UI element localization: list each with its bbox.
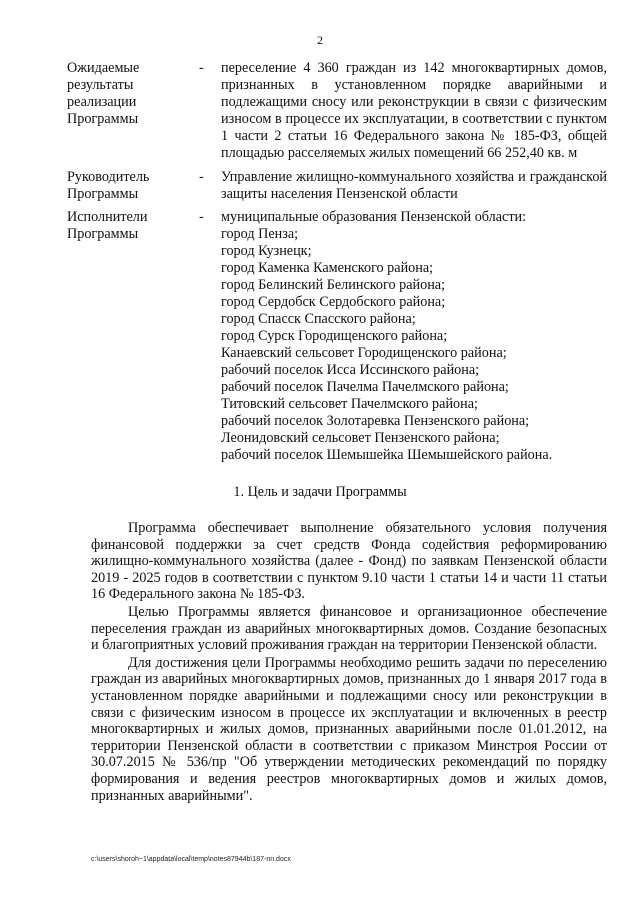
list-item: город Белинский Белинского района; — [221, 277, 446, 293]
list-item: город Каменка Каменского района; — [221, 260, 434, 276]
list-item: город Пенза; — [221, 226, 299, 242]
paragraph: Целью Программы является финансовое и организационное обеспечение переселения граждан из аварийных многоквартирных домов. Создание безопасных и благоприятных условий проживания граждан на территории Пензенской области. — [91, 603, 607, 654]
list-item: муниципальные образования Пензенской области: — [221, 209, 527, 225]
passport-dash: - — [199, 169, 204, 185]
executors-list — [221, 209, 607, 464]
page-number: 2 — [317, 33, 323, 47]
passport-label: Руководитель Программы — [67, 169, 150, 202]
passport-value: переселение 4 360 граждан из 142 многоквартирных домов, признанных в установленном порядке аварийными и подлежащими сносу или реконструкции в связи с физическим износом в процессе их эксплуатации, в соответствии с пунктом 1 части 2 статьи 16 Федерального закона № 185-ФЗ, общей площадью расселяемых жилых помещений 66 252,40 кв. м — [221, 60, 607, 161]
list-item: Канаевский сельсовет Городищенского района; — [221, 345, 507, 361]
passport-row-expected-results — [67, 60, 607, 162]
list-item: рабочий поселок Пачелма Пачелмского района; — [221, 379, 509, 395]
passport-row-head — [67, 169, 607, 203]
paragraph: Для достижения цели Программы необходимо решить задачи по переселению граждан из аварийных многоквартирных домов, признанных до 1 января 2017 года в установленном порядке аварийными и подлежащими сносу или реконструкции в связи с физическим износом в процессе их эксплуатации и включенных в реестр многоквартирных и жилых домов, признанных аварийными после 01.01.2012, на территории Пензенской области в соответствии с приказом Минстроя России от 30.07.2015 № 536/пр "Об утверждении методических рекомендаций по порядку формирования и ведения реестров многоквартирных домов и жилых домов, признанных аварийными". — [91, 654, 607, 804]
list-item: рабочий поселок Исса Иссинского района; — [221, 362, 480, 378]
list-item: город Спасск Спасского района; — [221, 311, 416, 327]
list-item: рабочий поселок Золотаревка Пензенского района; — [221, 413, 530, 429]
list-item: город Сердобск Сердобского района; — [221, 294, 446, 310]
passport-value: Управление жилищно-коммунального хозяйства и гражданской защиты населения Пензенской области — [221, 169, 607, 202]
list-item: рабочий поселок Шемышейка Шемышейского района. — [221, 447, 553, 463]
passport-label: Ожидаемые результаты реализации Программы — [67, 60, 140, 127]
list-item: город Кузнецк; — [221, 243, 312, 259]
list-item: Леонидовский сельсовет Пензенского района; — [221, 430, 500, 446]
paragraph: Программа обеспечивает выполнение обязательного условия получения финансовой поддержки за счет средств Фонда содействия реформированию жилищно-коммунального хозяйства (далее - Фонд) по заявкам Пензенской области 2019 - 2025 годов в соответствии с пунктом 9.10 части 1 статьи 14 и части 11 статьи 16 Федерального закона № 185-ФЗ. — [91, 520, 607, 603]
program-passport-table — [67, 60, 607, 464]
list-item: город Сурск Городищенского района; — [221, 328, 448, 344]
passport-label: Исполнители Программы — [67, 209, 148, 242]
list-item: Титовский сельсовет Пачелмского района; — [221, 396, 478, 412]
section-title: 1. Цель и задачи Программы — [233, 484, 407, 500]
passport-dash: - — [199, 60, 204, 76]
section-body — [91, 520, 607, 804]
footer-file-path: c:\users\shoroh~1\appdata\local\temp\notes87944b\187-nn.docx — [91, 856, 291, 863]
passport-dash: - — [199, 209, 204, 225]
passport-row-executors — [67, 209, 607, 464]
